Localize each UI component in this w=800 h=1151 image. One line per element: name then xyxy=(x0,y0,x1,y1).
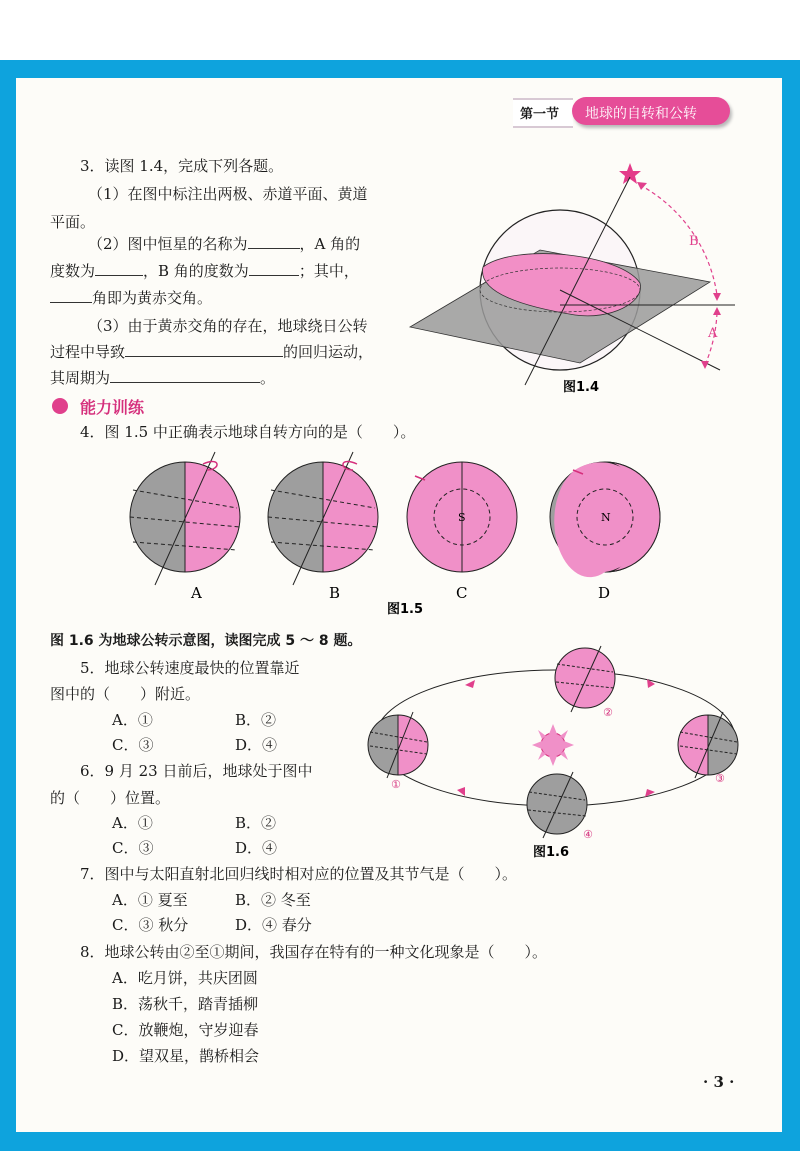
q6-option-c[interactable]: C．③ xyxy=(112,839,154,857)
header-title: 地球的自转和公转 xyxy=(585,106,697,122)
q3-p3-text-a: 过程中导致 xyxy=(50,343,126,361)
q3-p2-text-e: ；其中， xyxy=(298,262,359,280)
q4-text: 4．图 1.5 中正确表示地球自转方向的是（ ）。 xyxy=(80,423,416,441)
earth-position-1 xyxy=(368,712,428,778)
q3-p2-text-c: 度数为 xyxy=(50,262,96,280)
answer-blank[interactable] xyxy=(249,261,299,276)
q3-p2-text-f: 角即为黄赤交角。 xyxy=(92,289,213,307)
q6-option-a[interactable]: A．① xyxy=(112,814,153,832)
globe-b xyxy=(268,452,378,585)
north-pole-label: N xyxy=(601,511,611,524)
q3-p3-text-d: 。 xyxy=(260,369,276,387)
q7-option-d[interactable]: D．④ 春分 xyxy=(235,916,312,934)
q8-option-d[interactable]: D．望双星，鹊桥相会 xyxy=(112,1047,260,1065)
globe-d xyxy=(550,462,660,577)
q3-p2-text-b: ，A 角的 xyxy=(299,235,361,253)
star-icon xyxy=(619,163,641,184)
angle-a-label: A xyxy=(708,326,718,341)
q3-part2-line2 xyxy=(50,261,359,281)
q3-part1-line1: （1）在图中标注出两极、赤道平面、黄道 xyxy=(88,185,368,203)
q5-option-b[interactable]: B．② xyxy=(235,711,277,729)
globe-a xyxy=(130,452,240,585)
answer-blank[interactable] xyxy=(50,288,92,303)
q3-p2-text-d: ，B 角的度数为 xyxy=(143,262,249,280)
figure-1-5 xyxy=(125,450,665,620)
q8-option-c[interactable]: C．放鞭炮，守岁迎春 xyxy=(112,1021,259,1039)
figure-1-6-caption: 图1.6 xyxy=(533,845,570,860)
q3-part3-line1: （3）由于黄赤交角的存在，地球绕日公转 xyxy=(88,317,368,335)
q3-part1-line2: 平面。 xyxy=(50,213,96,231)
answer-blank[interactable] xyxy=(110,368,260,383)
q5-line1: 5．地球公转速度最快的位置靠近 xyxy=(80,659,300,677)
q3-intro: 3．读图 1.4，完成下列各题。 xyxy=(80,157,284,175)
q3-p3-text-b: 的回归运动， xyxy=(283,343,374,361)
south-pole-label: S xyxy=(458,511,466,524)
option-c-label: C xyxy=(456,584,468,602)
q7-option-b[interactable]: B．② 冬至 xyxy=(235,891,311,909)
q6-option-b[interactable]: B．② xyxy=(235,814,277,832)
option-b-label: B xyxy=(329,584,341,602)
q6-line1: 6．9 月 23 日前后，地球处于图中 xyxy=(80,762,313,780)
q3-p3-text-c: 其周期为 xyxy=(50,369,111,387)
figure-1-6 xyxy=(365,642,765,860)
chart-trend-icon xyxy=(52,398,68,414)
q8-option-a[interactable]: A．吃月饼，共庆团圆 xyxy=(112,969,258,987)
q3-part3-line2 xyxy=(50,342,373,362)
figure-1-5-caption: 图1.5 xyxy=(387,602,424,617)
q6-option-d[interactable]: D．④ xyxy=(235,839,278,857)
earth-position-4 xyxy=(527,772,587,838)
q5-option-a[interactable]: A．① xyxy=(112,711,153,729)
figure-1-4 xyxy=(405,155,745,395)
q8-option-b[interactable]: B．荡秋千，踏青插柳 xyxy=(112,995,259,1013)
answer-blank[interactable] xyxy=(95,261,143,276)
q8-line1: 8．地球公转由②至①期间，我国存在特有的一种文化现象是（ ）。 xyxy=(80,943,548,961)
position-4-mark: ④ xyxy=(583,828,593,841)
section-title: 能力训练 xyxy=(80,398,145,417)
top-margin xyxy=(0,0,800,60)
q3-part2-line3 xyxy=(50,288,212,308)
answer-blank[interactable] xyxy=(125,342,283,357)
q5-line2: 图中的（ ）附近。 xyxy=(50,685,201,703)
position-3-mark: ③ xyxy=(715,772,725,785)
q5-option-c[interactable]: C．③ xyxy=(112,736,154,754)
position-1-mark: ① xyxy=(391,778,401,791)
sun-icon xyxy=(532,724,574,766)
q3-part3-line3 xyxy=(50,368,275,388)
q5-option-d[interactable]: D．④ xyxy=(235,736,278,754)
page-number: · 3 · xyxy=(703,1073,735,1091)
q3-p2-text-a: （2）图中恒星的名称为 xyxy=(88,235,248,253)
globe-c xyxy=(407,462,517,572)
earth-position-2 xyxy=(555,646,615,712)
position-2-mark: ② xyxy=(603,706,613,719)
q6-line2: 的（ ）位置。 xyxy=(50,789,171,807)
q3-part2-line1 xyxy=(88,234,360,254)
figure-1-4-caption: 图1.4 xyxy=(563,380,600,395)
option-d-label: D xyxy=(598,584,611,602)
lead-text: 图 1.6 为地球公转示意图，读图完成 5 ～ 8 题。 xyxy=(50,633,362,649)
q7-line1: 7．图中与太阳直射北回归线时相对应的位置及其节气是（ ）。 xyxy=(80,865,518,883)
angle-b-label: B xyxy=(689,234,699,249)
answer-blank[interactable] xyxy=(248,234,300,249)
q7-option-a[interactable]: A．① 夏至 xyxy=(112,891,188,909)
header-section: 第一节 xyxy=(520,107,560,122)
q7-option-c[interactable]: C．③ 秋分 xyxy=(112,916,189,934)
option-a-label: A xyxy=(191,584,202,602)
earth-position-3 xyxy=(678,712,738,778)
